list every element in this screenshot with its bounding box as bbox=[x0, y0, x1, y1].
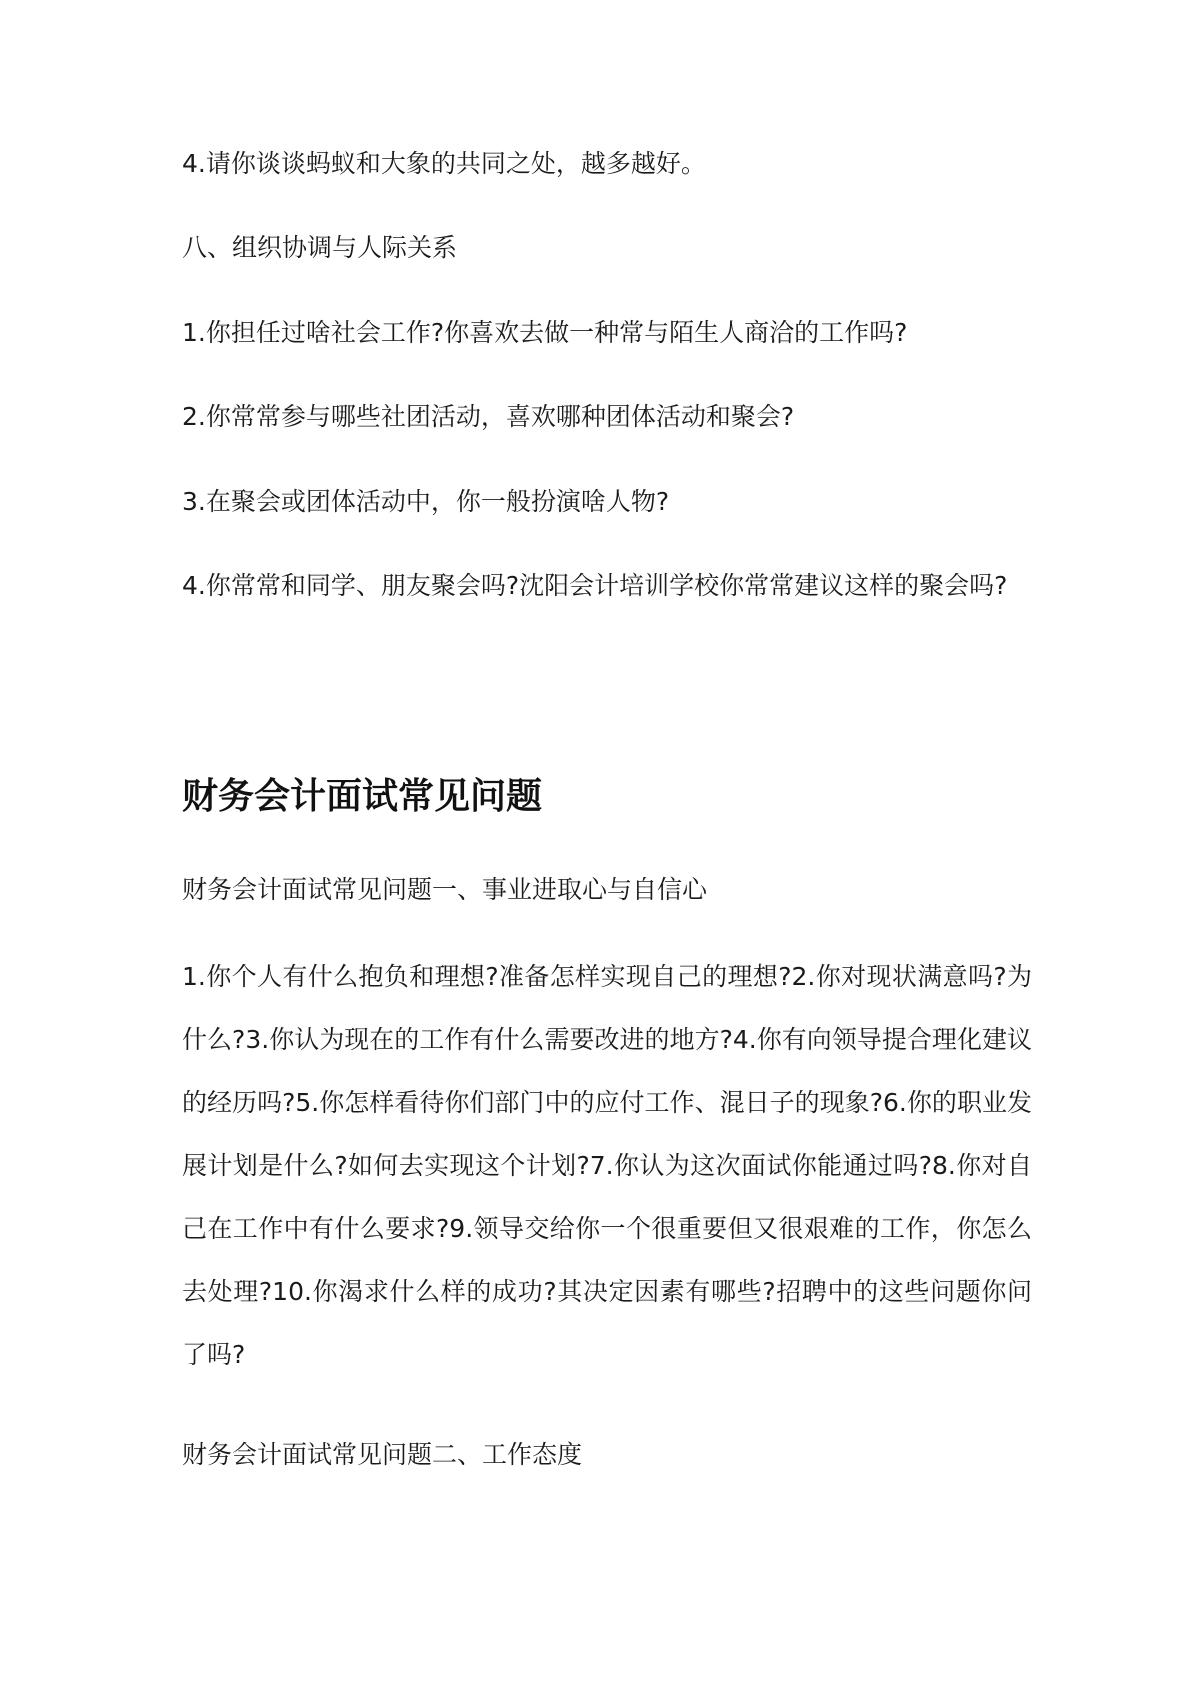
section8-item-4: 4.你常常和同学、朋友聚会吗?沈阳会计培训学校你常常建议这样的聚会吗? bbox=[182, 571, 1008, 600]
part2-title: 财务会计面试常见问题二、工作态度 bbox=[182, 1440, 583, 1469]
section8-item-3: 3.在聚会或团体活动中，你一般扮演啥人物? bbox=[182, 487, 670, 516]
article-title: 财务会计面试常见问题 bbox=[182, 776, 543, 817]
section8-title: 八、组织协调与人际关系 bbox=[182, 233, 458, 262]
section8-item-2: 2.你常常参与哪些社团活动，喜欢哪种团体活动和聚会? bbox=[182, 402, 795, 431]
part1-body: 1.你个人有什么抱负和理想?准备怎样实现自己的理想?2.你对现状满意吗?为什么?3.你认为现在的工作有什么需要改进的地方?4.你有向领导提合理化建议的经历吗?5.你怎样看待你们部门中的应付工作、混日子的现象?6.你的职业发展计划是什么?如何去实现这个计划?7.你认为这次面试你能通过吗?8.你对自己在工作中有什么要求?9.领导交给你一个很重要但又很艰难的工作，你怎么去处理?10.你渴求什么样的成功?其决定因素有哪些?招聘中的这些问题你问了吗? bbox=[182, 962, 1032, 1369]
section7-item-4: 4.请你谈谈蚂蚁和大象的共同之处，越多越好。 bbox=[182, 149, 706, 178]
part1-title: 财务会计面试常见问题一、事业进取心与自信心 bbox=[182, 875, 708, 904]
section8-item-1: 1.你担任过啥社会工作?你喜欢去做一种常与陌生人商洽的工作吗? bbox=[182, 318, 908, 347]
